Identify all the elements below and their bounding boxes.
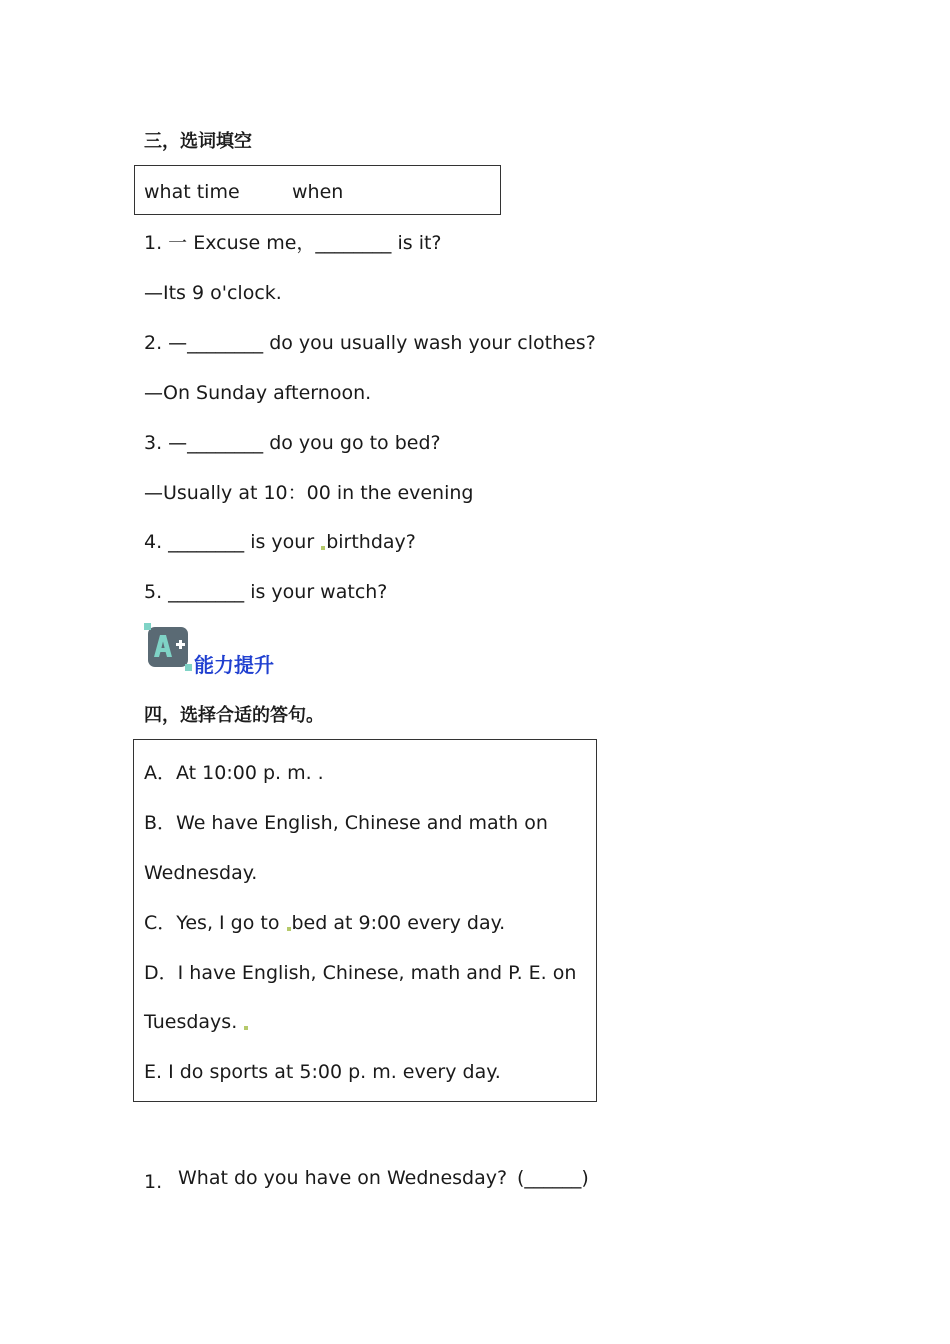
option-line: A．At 10:00 p. m. . xyxy=(144,762,324,784)
ability-badge-icon xyxy=(144,623,192,671)
option-line: D．I have English, Chinese, math and P. E. on xyxy=(144,962,577,984)
question-line: 3. —________ do you go to bed? xyxy=(144,432,441,454)
answer-blank: (______) xyxy=(517,1167,589,1189)
section3-title: 三，选词填空 xyxy=(144,131,252,152)
question-number: 1. xyxy=(144,1171,163,1193)
word-bank-box xyxy=(134,165,501,215)
question-line: 4. ________ is your birthday? xyxy=(144,531,416,553)
answer-line: —On Sunday afternoon. xyxy=(144,382,372,404)
ability-badge-title: 能力提升 xyxy=(194,653,274,677)
question-line: 2. —________ do you usually wash your clothes? xyxy=(144,332,596,354)
answer-line: —Its 9 o'clock. xyxy=(144,282,282,304)
answer-line: —Usually at 10：00 in the evening xyxy=(144,482,474,504)
option-line: B．We have English, Chinese and math on xyxy=(144,812,548,834)
marker-dot xyxy=(287,927,291,931)
option-line: Tuesdays. xyxy=(144,1010,249,1034)
option-line: C．Yes, I go to bed at 9:00 every day. xyxy=(144,912,506,934)
word-bank-item: when xyxy=(292,181,344,203)
question-line: 5. ________ is your watch? xyxy=(144,581,388,603)
option-line: Wednesday. xyxy=(144,862,258,884)
section4-title: 四，选择合适的答句。 xyxy=(144,705,324,726)
option-line: E. I do sports at 5:00 p. m. every day. xyxy=(144,1061,501,1083)
question-text: What do you have on Wednesday? xyxy=(178,1167,508,1189)
marker-dot xyxy=(321,546,325,550)
question-line: 1. 一 Excuse me，________ is it? xyxy=(144,232,442,254)
word-bank-item: what time xyxy=(144,181,240,203)
marker-dot xyxy=(244,1026,248,1030)
